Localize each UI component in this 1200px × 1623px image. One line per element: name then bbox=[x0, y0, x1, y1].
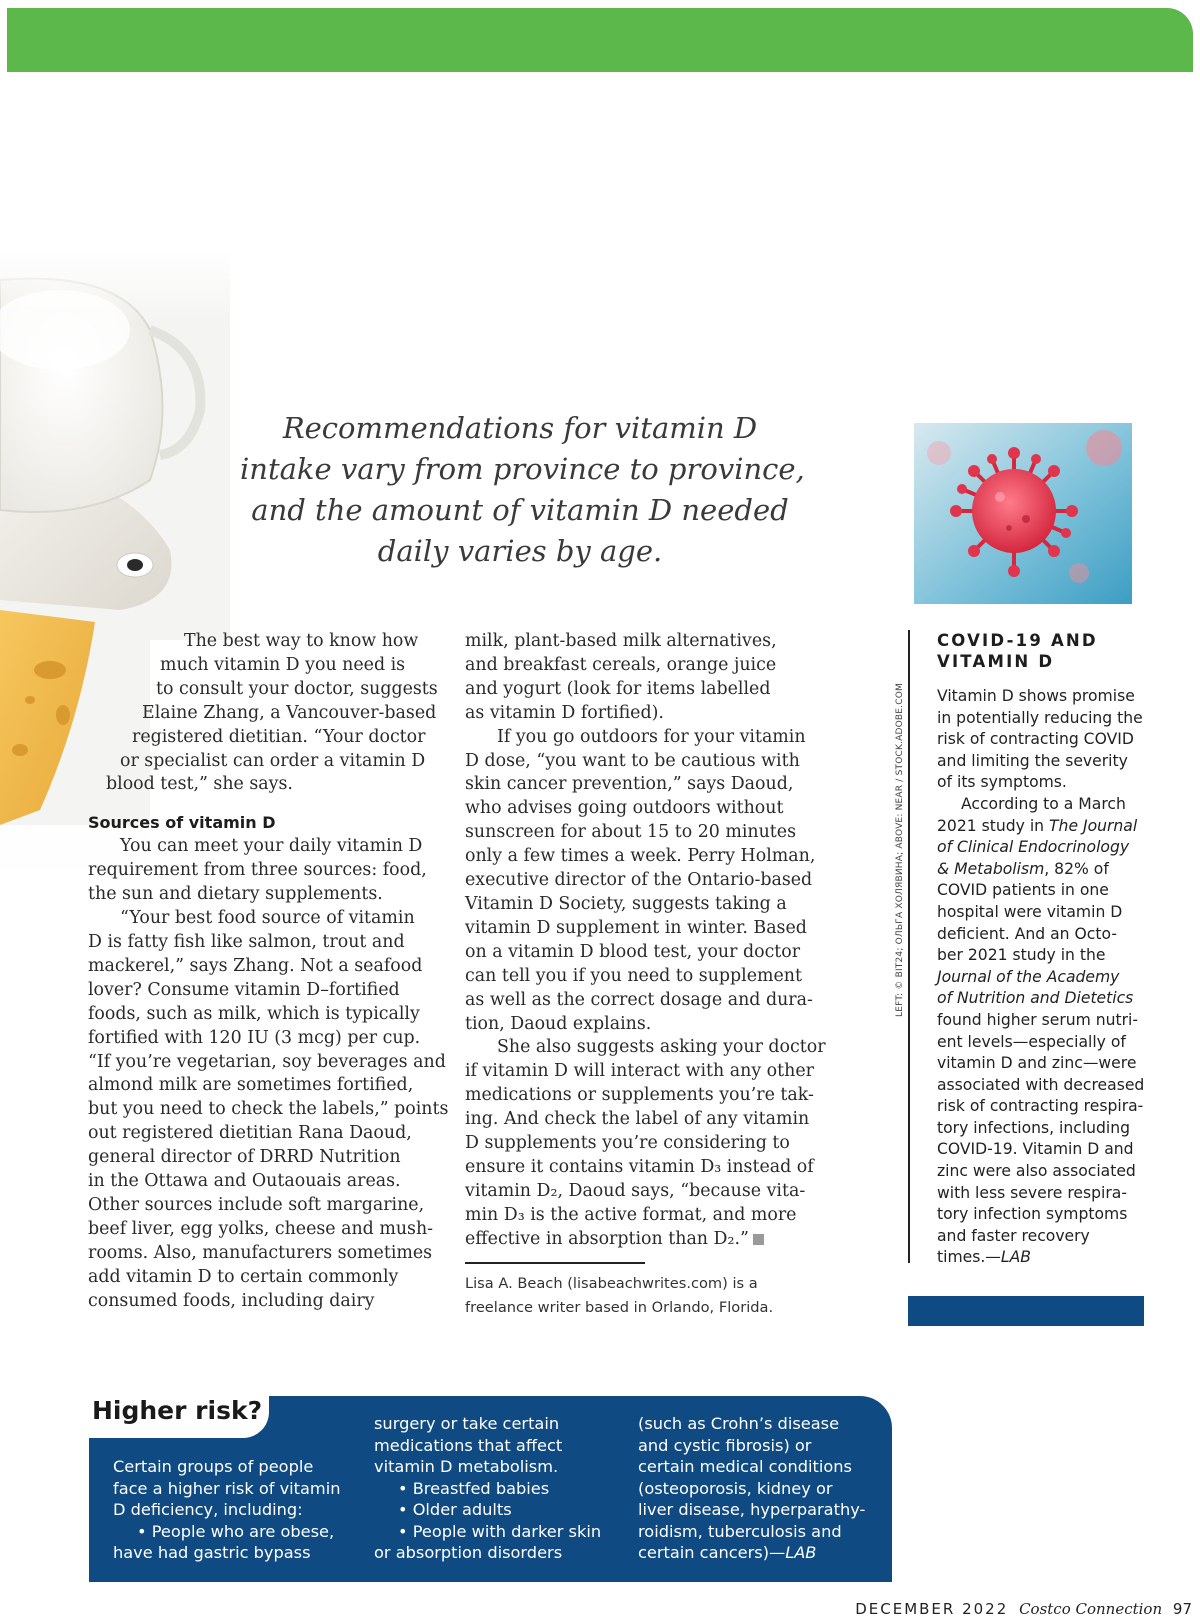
sidebar-line: and limiting the severity bbox=[937, 751, 1128, 770]
article-line: in the Ottawa and Outaouais areas. bbox=[88, 1171, 401, 1192]
article-line-text: effective in absorption than D₂.” bbox=[465, 1228, 749, 1249]
sidebar-title-line: VITAMIN D bbox=[937, 652, 1055, 671]
risk-bullet: • Breastfed babies bbox=[398, 1478, 550, 1498]
article-line: vitamin D₂, Daoud says, “because vita- bbox=[465, 1180, 806, 1201]
article-line: tion, Daoud explains. bbox=[465, 1013, 652, 1034]
risk-line: have had gastric bypass bbox=[113, 1543, 311, 1562]
article-line: ensure it contains vitamin D₃ instead of bbox=[465, 1156, 814, 1177]
sidebar-line: ent levels—especially of bbox=[937, 1032, 1126, 1051]
page-footer bbox=[855, 1600, 1192, 1618]
article-line: or specialist can order a vitamin D bbox=[120, 750, 426, 771]
risk-bullet: • Older adults bbox=[398, 1500, 512, 1519]
article-line: blood test,” she says. bbox=[106, 774, 293, 795]
pull-quote-line: daily varies by age. bbox=[377, 534, 663, 568]
risk-line: certain medical conditions bbox=[638, 1457, 852, 1476]
risk-line: (osteoporosis, kidney or bbox=[638, 1478, 833, 1498]
journal-title: of Nutrition and Dietetics bbox=[937, 989, 1134, 1008]
journal-title: Journal of the Academy bbox=[937, 967, 1120, 986]
sidebar-line: zinc were also associated bbox=[937, 1162, 1136, 1181]
section-subhead: Sources of vitamin D bbox=[88, 813, 276, 833]
pull-quote-line: intake vary from province to province, bbox=[240, 452, 805, 486]
sidebar-title bbox=[937, 630, 1157, 672]
higher-risk-column-2 bbox=[374, 1413, 601, 1564]
article-line: as well as the correct dosage and dura- bbox=[465, 989, 813, 1010]
sidebar-body bbox=[937, 686, 1177, 1269]
risk-text: certain cancers)— bbox=[638, 1543, 786, 1562]
sidebar-line bbox=[937, 816, 1177, 838]
sidebar-line: Vitamin D shows promise bbox=[937, 687, 1135, 705]
risk-line: vitamin D metabolism. bbox=[374, 1457, 559, 1476]
article-line: D supplements you’re considering to bbox=[465, 1133, 790, 1154]
sidebar-line: in potentially reducing the bbox=[937, 708, 1143, 727]
article-line: but you need to check the labels,” points bbox=[88, 1099, 449, 1120]
pull-quote bbox=[240, 408, 805, 572]
article-line: The best way to know how bbox=[184, 631, 419, 651]
higher-risk-column-1 bbox=[113, 1456, 340, 1564]
author-bio bbox=[465, 1272, 825, 1320]
article-line: D is fatty fish like salmon, trout and bbox=[88, 931, 405, 952]
sidebar-line bbox=[937, 837, 1177, 859]
risk-line: roidism, tuberculosis and bbox=[638, 1521, 842, 1541]
article-line: beef liver, egg yolks, cheese and mush- bbox=[88, 1218, 434, 1239]
risk-line: face a higher risk of vitamin bbox=[113, 1478, 341, 1498]
coronavirus-photo bbox=[914, 423, 1132, 604]
author-bio-line: freelance writer based in Orlando, Florida. bbox=[465, 1299, 774, 1316]
pull-quote-line: and the amount of vitamin D needed bbox=[251, 493, 789, 527]
article-line-last bbox=[465, 1228, 815, 1252]
sidebar-line: found higher serum nutri- bbox=[937, 1010, 1139, 1029]
risk-line: and cystic fibrosis) or bbox=[638, 1435, 812, 1455]
risk-line: (such as Crohn’s disease bbox=[638, 1414, 840, 1433]
sidebar-line: of its symptoms. bbox=[937, 773, 1067, 792]
article-line: ing. And check the label of any vitamin bbox=[465, 1109, 810, 1130]
risk-bullet: • People who are obese, bbox=[137, 1521, 335, 1541]
sidebar-line: risk of contracting COVID bbox=[937, 730, 1134, 749]
article-column-2 bbox=[465, 630, 826, 1252]
article-line: and yogurt (look for items labelled bbox=[465, 678, 771, 699]
sidebar-line: tory infections, including bbox=[937, 1118, 1131, 1137]
article-line: on a vitamin D blood test, your doctor bbox=[465, 941, 801, 962]
article-line: can tell you if you need to supplement bbox=[465, 965, 802, 986]
sidebar-line: COVID patients in one bbox=[937, 881, 1109, 900]
sidebar-line bbox=[937, 988, 1177, 1010]
article-line: vitamin D supplement in winter. Based bbox=[465, 917, 807, 938]
page-number: 97 bbox=[1172, 1600, 1192, 1618]
sidebar-text: , 82% of bbox=[1044, 859, 1109, 878]
article-line: consumed foods, including dairy bbox=[88, 1290, 375, 1311]
risk-line: surgery or take certain bbox=[374, 1414, 560, 1433]
article-line: You can meet your daily vitamin D bbox=[120, 836, 423, 857]
risk-line: Certain groups of people bbox=[113, 1457, 314, 1476]
article-line: general director of DRRD Nutrition bbox=[88, 1147, 401, 1168]
article-line: “If you’re vegetarian, soy beverages and bbox=[88, 1051, 446, 1072]
sidebar-accent-bar bbox=[908, 1296, 1144, 1326]
article-line: if vitamin D will interact with any other bbox=[465, 1061, 814, 1082]
author-divider bbox=[465, 1262, 645, 1264]
article-line: medications or supplements you’re tak- bbox=[465, 1085, 814, 1106]
sidebar-line: vitamin D and zinc—were bbox=[937, 1054, 1137, 1073]
issue-date: DECEMBER 2022 bbox=[855, 1600, 1009, 1618]
author-bio-line: Lisa A. Beach (lisabeachwrites.com) is a bbox=[465, 1275, 758, 1292]
higher-risk-title: Higher risk? bbox=[92, 1396, 263, 1425]
article-line: executive director of the Ontario-based bbox=[465, 870, 813, 891]
journal-title: & Metabolism bbox=[937, 859, 1045, 878]
article-line: mackerel,” says Zhang. Not a seafood bbox=[88, 955, 423, 976]
photo-credit bbox=[893, 632, 907, 1017]
article-line: sunscreen for about 15 to 20 minutes bbox=[465, 822, 797, 843]
risk-signature: LAB bbox=[785, 1543, 817, 1562]
article-line: Other sources include soft margarine, bbox=[88, 1194, 425, 1215]
sidebar-line: risk of contracting respira- bbox=[937, 1097, 1144, 1116]
sidebar-line bbox=[937, 859, 1177, 881]
risk-line: or absorption disorders bbox=[374, 1543, 563, 1562]
sidebar-line bbox=[937, 1247, 1177, 1269]
journal-title: of Clinical Endocrinology bbox=[937, 838, 1130, 857]
sidebar-line: ber 2021 study in the bbox=[937, 946, 1106, 965]
article-line: add vitamin D to certain commonly bbox=[88, 1266, 399, 1287]
sidebar-line: COVID-19. Vitamin D and bbox=[937, 1140, 1134, 1159]
article-line: “Your best food source of vitamin bbox=[120, 908, 415, 929]
article-line: D dose, “you want to be cautious with bbox=[465, 750, 800, 771]
risk-line: medications that affect bbox=[374, 1435, 563, 1455]
header-color-bar bbox=[7, 8, 1193, 72]
article-line: out registered dietitian Rana Daoud, bbox=[88, 1123, 412, 1144]
sidebar-line: hospital were vitamin D bbox=[937, 902, 1123, 921]
article-line: foods, such as milk, which is typically bbox=[88, 1003, 420, 1024]
photo-credit-text: LEFT: © BIT24; ОЛЬГА ХОЛЯВИНА; ABOVE: NEAR / STOCK.ADOBE.COM bbox=[895, 683, 905, 1017]
article-line: who advises going outdoors without bbox=[465, 798, 784, 819]
sidebar-line: associated with decreased bbox=[937, 1075, 1145, 1094]
risk-bullet: • People with darker skin bbox=[398, 1521, 602, 1541]
sidebar-line: and faster recovery bbox=[937, 1226, 1090, 1245]
sidebar-signature: LAB bbox=[1000, 1248, 1031, 1267]
article-line: and breakfast cereals, orange juice bbox=[465, 654, 777, 675]
sidebar-line: According to a March bbox=[961, 794, 1126, 813]
risk-line: D deficiency, including: bbox=[113, 1500, 303, 1519]
magazine-name: Costco Connection bbox=[1019, 1600, 1163, 1618]
article-line: lover? Consume vitamin D–fortified bbox=[88, 979, 400, 1000]
article-line: registered dietitian. “Your doctor bbox=[132, 726, 426, 747]
sidebar-line: tory infection symptoms bbox=[937, 1205, 1128, 1224]
higher-risk-column-3 bbox=[638, 1413, 865, 1564]
pull-quote-line: Recommendations for vitamin D bbox=[282, 411, 758, 445]
article-line: as vitamin D fortified). bbox=[465, 702, 664, 723]
sidebar-title-line: COVID-19 AND bbox=[937, 631, 1098, 650]
article-line: skin cancer prevention,” says Daoud, bbox=[465, 774, 794, 795]
article-line: min D₃ is the active format, and more bbox=[465, 1204, 797, 1225]
sidebar-divider bbox=[908, 630, 910, 1263]
journal-title: The Journal bbox=[1049, 816, 1138, 835]
end-mark-icon bbox=[753, 1234, 764, 1245]
article-line: Elaine Zhang, a Vancouver-based bbox=[142, 702, 437, 723]
risk-line bbox=[638, 1542, 865, 1564]
article-line: Vitamin D Society, suggests taking a bbox=[465, 893, 787, 914]
sidebar-line: deficient. And an Octo- bbox=[937, 924, 1117, 943]
article-line: almond milk are sometimes fortified, bbox=[88, 1075, 414, 1096]
article-line: to consult your doctor, suggests bbox=[156, 678, 438, 699]
article-line: fortified with 120 IU (3 mcg) per cup. bbox=[88, 1027, 421, 1048]
article-line: only a few times a week. Perry Holman, bbox=[465, 846, 816, 867]
sidebar-line: with less severe respira- bbox=[937, 1183, 1127, 1202]
sidebar-text: times.— bbox=[937, 1248, 1001, 1267]
article-line: rooms. Also, manufacturers sometimes bbox=[88, 1242, 433, 1263]
article-line: She also suggests asking your doctor bbox=[497, 1037, 826, 1058]
sidebar-text: 2021 study in bbox=[937, 816, 1050, 835]
article-line: milk, plant-based milk alternatives, bbox=[465, 631, 777, 651]
article-line: requirement from three sources: food, bbox=[88, 860, 427, 881]
risk-line: liver disease, hyperparathy- bbox=[638, 1500, 866, 1519]
article-column-1 bbox=[88, 630, 448, 1313]
article-line: If you go outdoors for your vitamin bbox=[497, 726, 806, 747]
article-line: much vitamin D you need is bbox=[160, 654, 406, 675]
article-line: the sun and dietary supplements. bbox=[88, 884, 383, 905]
sidebar-line bbox=[937, 967, 1177, 989]
